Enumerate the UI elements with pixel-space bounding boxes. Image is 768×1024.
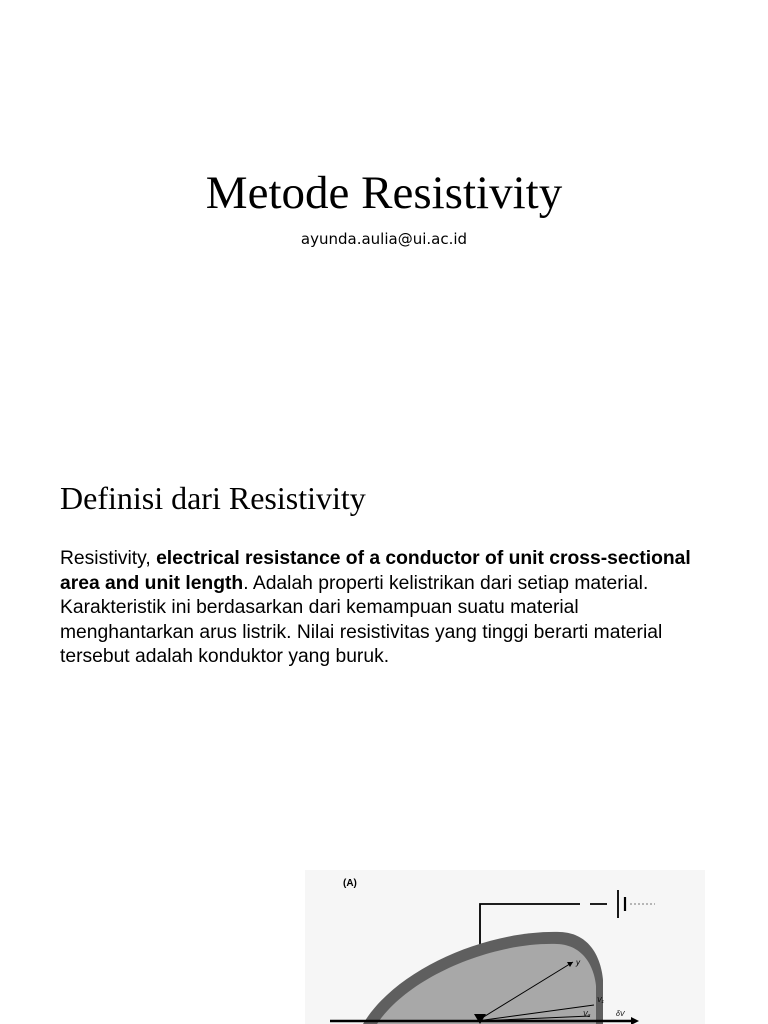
resistivity-diagram [305, 870, 705, 1024]
label-dv: δV [616, 1011, 625, 1018]
paragraph-rest: . Adalah properti kelistrikan dari setiap material. Karakteristik ini berdasarkan dari kemampuan suatu material menghantarkan arus listrik. Nilai resistivitas yang tinggi berarti material tersebut adalah konduktor yang buruk. [60, 572, 663, 667]
label-v1: V₁ [597, 997, 604, 1004]
label-v2: V₂ [583, 1011, 591, 1018]
title-slide [0, 0, 768, 430]
panel-label: (A) [343, 878, 357, 889]
definition-paragraph [60, 547, 710, 670]
slide-title: Metode Resistivity [205, 167, 563, 219]
section-heading: Definisi dari Resistivity [60, 480, 366, 516]
author-email: ayunda.aulia@ui.ac.id [300, 230, 468, 248]
definition-slide [0, 430, 768, 1024]
paragraph-bold-definition: electrical resistance of a conductor of unit cross-sectional area and unit length [60, 548, 691, 594]
label-y: y [576, 958, 580, 967]
paragraph-intro: Resistivity, [60, 548, 157, 569]
diagram-svg [305, 870, 705, 1024]
